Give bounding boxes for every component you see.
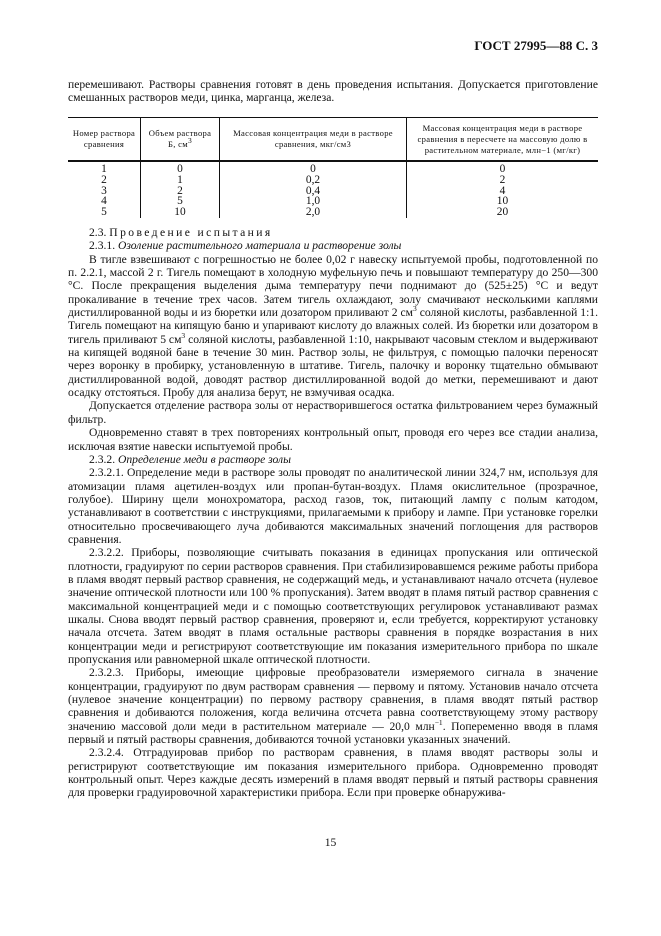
paragraph-text: В тигле взвешивают с погрешностью не более 0,02 г навеску испытуемой пробы, подготовленной по п. 2.2.1, массой 2 г. Тигель помещают в холодную муфельную печь и повышают температуру до 250—300 °С. После прекращения выделения дыма температуру печи поднимают до (525±25) °С и ведут прокаливание в течение трех часов. Затем тигель охлаждают, золу смачивают несколькими каплями дистиллированной воды и из бюретки или дозатором приливают 2 см: [68, 252, 598, 320]
paragraph-text: 2.3.2.3. Приборы, имеющие цифровые преобразователи измеряемого сигнала в значение концентрации, градуируют по двум растворам сравнения — первому и пятому. Установив начало отсчета (нулевое значение концентрации) по первому раствору сравнения, в пламя вводят пятый раствор сравнения и добиваются положения, когда величина отсчета равна соответствующему этому раствору значению массовой доли меди в растительном материале — 20,0 млн: [68, 666, 598, 733]
table-row: [68, 161, 598, 175]
page-number: 15: [324, 836, 337, 849]
section-heading: [68, 226, 598, 239]
table-cell: 1: [141, 175, 220, 186]
table-cell: 2: [141, 186, 220, 197]
col-header-volume: [141, 118, 220, 162]
table-cell: 4: [407, 186, 599, 197]
paragraph: 2.3.2.4. Отградуировав прибор по растворам сравнения, в пламя вводят растворы золы и регистрируют соответствующие им показания измерительного прибора. Одновременно проводят контрольный опыт. Через каждые десять измерений в пламя вводят первый и пятый растворы сравнения для проверки градуировочной характеристики прибора. Если при проверке обнаружива-: [68, 746, 598, 800]
section-title: Проведение испытания: [109, 226, 273, 239]
table-cell: 10: [141, 207, 220, 218]
table-cell: 20: [407, 207, 599, 218]
subsection-number: 2.3.1.: [89, 239, 116, 253]
paragraph: 2.3.2.1. Определение меди в растворе золы проводят по аналитической линии 324,7 нм, используя для атомизации пламя ацетилен-воздух или пропан-бутан-воздух. Пламя окислительное (прозрачное, голубое). Ширину щели монохроматора, расход газов, ток, питающий лампу с полым катодом, устанавливают в соответствии с инструкциями, прилагаемыми к прибору и лампе. При установке горелки относительно просвечивающего луча добиваются максимальных значений поглощения для растворов сравнения.: [68, 466, 598, 546]
table-cell: 1: [101, 163, 107, 175]
superscript: −1: [434, 717, 443, 727]
table-cell: 2: [101, 173, 107, 186]
table-row: [68, 175, 598, 186]
paragraph: 2.3.2.2. Приборы, позволяющие считывать показания в единицах пропускания или оптической плотности, градуируют по серии растворов сравнения. При стабилизировавшемся режиме работы прибора в пламя вводят первый раствор сравнения, не содержащий медь, и устанавливают начало отсчета (нулевое значение оптической плотности или 100 % пропускания). Затем вводят в пламя пятый раствор сравнения с максимальной концентрацией меди и с помощью соответствующих регулировок устанавливают размах шкалы. Снова вводят первый раствор сравнения, проверяют и, если требуется, корректируют установку начала отсчета. Затем вводят в пламя остальные растворы сравнения в порядке возрастания в них концентрации меди и регистрируют соответствующие им показания измерительного прибора по шкале пропускания или равномерной шкале оптической плотности.: [68, 546, 598, 666]
table-cell: 0: [141, 161, 220, 175]
section-body: [68, 226, 598, 800]
table-row: [68, 196, 598, 207]
col-header-volume-sup: 3: [187, 136, 193, 146]
subsection-title: Определение меди в растворе золы: [118, 452, 291, 466]
document-header: ГОСТ 27995—88 С. 3: [474, 38, 598, 53]
superscript: 3: [181, 330, 186, 340]
paragraph: [68, 666, 598, 746]
col-header-mass-fraction: Массовая концентрация меди в растворе сравнения в пересчете на массовую долю в растительном материале, млн−1 (мг/кг): [407, 118, 599, 162]
reference-solutions-table: [68, 117, 598, 218]
superscript: 3: [413, 304, 417, 314]
table-cell: 4: [101, 195, 107, 208]
table-cell: 0,4: [220, 186, 407, 197]
intro-paragraph: [68, 78, 598, 105]
section-number: 2.3.: [89, 226, 107, 239]
table-cell: 1,0: [220, 196, 407, 207]
paragraph: [68, 253, 598, 400]
subsection-heading-2: [68, 453, 598, 466]
table-cell: 0,2: [220, 175, 407, 186]
intro-text: перемешивают. Растворы сравнения готовят в день проведения испытания. Допускается приготовление смешанных растворов меди, цинка, марганца, железа.: [68, 78, 598, 105]
table-cell: 0: [220, 161, 407, 175]
table-row: [68, 186, 598, 197]
table-cell: 0: [407, 161, 599, 175]
paragraph: Одновременно ставят в трех повторениях контрольный опыт, проводя его через все стадии анализа, исключая взятие навески испытуемой пробы.: [68, 426, 598, 453]
subsection-heading-1: [68, 239, 598, 252]
table-cell: 5: [101, 206, 107, 219]
subsection-number: 2.3.2.: [89, 452, 116, 466]
table-cell: 3: [101, 184, 107, 197]
subsection-title: Озоление растительного материала и растворение золы: [118, 239, 402, 253]
table-cell: 10: [407, 196, 599, 207]
table-cell: 5: [141, 196, 220, 207]
table-header-row: [68, 118, 598, 162]
paragraph-text: соляной кислоты, разбавленной 1:10, накрывают часовым стеклом и выдерживают на кипящей водяной бане в течение 30 мин. Раствор золы, не фильтруя, с помощью палочки переносят через воронку в пробирку, установленную в штативе. Тигель, палочку и воронку тщательно обмывают дистиллированной водой, доводят раствор дистиллированной водой до метки, перемешивают и дают осадку отстояться. Пробу для анализа берут, не взмучивая осадка.: [68, 332, 598, 400]
table-row: [68, 207, 598, 218]
paragraph-text: . Попеременно вводя в пламя первый и пятый растворы сравнения, добиваются точной установки указанных значений.: [68, 719, 598, 747]
col-header-volume-text: Объем раствора Б, см: [148, 128, 212, 149]
table-cell: 2,0: [220, 207, 407, 218]
col-header-number: Номер раствора сравнения: [68, 118, 141, 162]
paragraph: Допускается отделение раствора золы от нерастворившегося остатка фильтрованием через бумажный фильтр.: [68, 399, 598, 426]
table-cell: 2: [407, 175, 599, 186]
col-header-concentration: Массовая концентрация меди в растворе сравнения, мкг/см3: [220, 118, 407, 162]
paragraph-text: соляной кислоты, разбавленной 1:1. Тигель помещают на кипящую баню и упаривают кислоту до влажных солей. Из бюретки или дозатором в тигель приливают 5 см: [68, 306, 598, 346]
